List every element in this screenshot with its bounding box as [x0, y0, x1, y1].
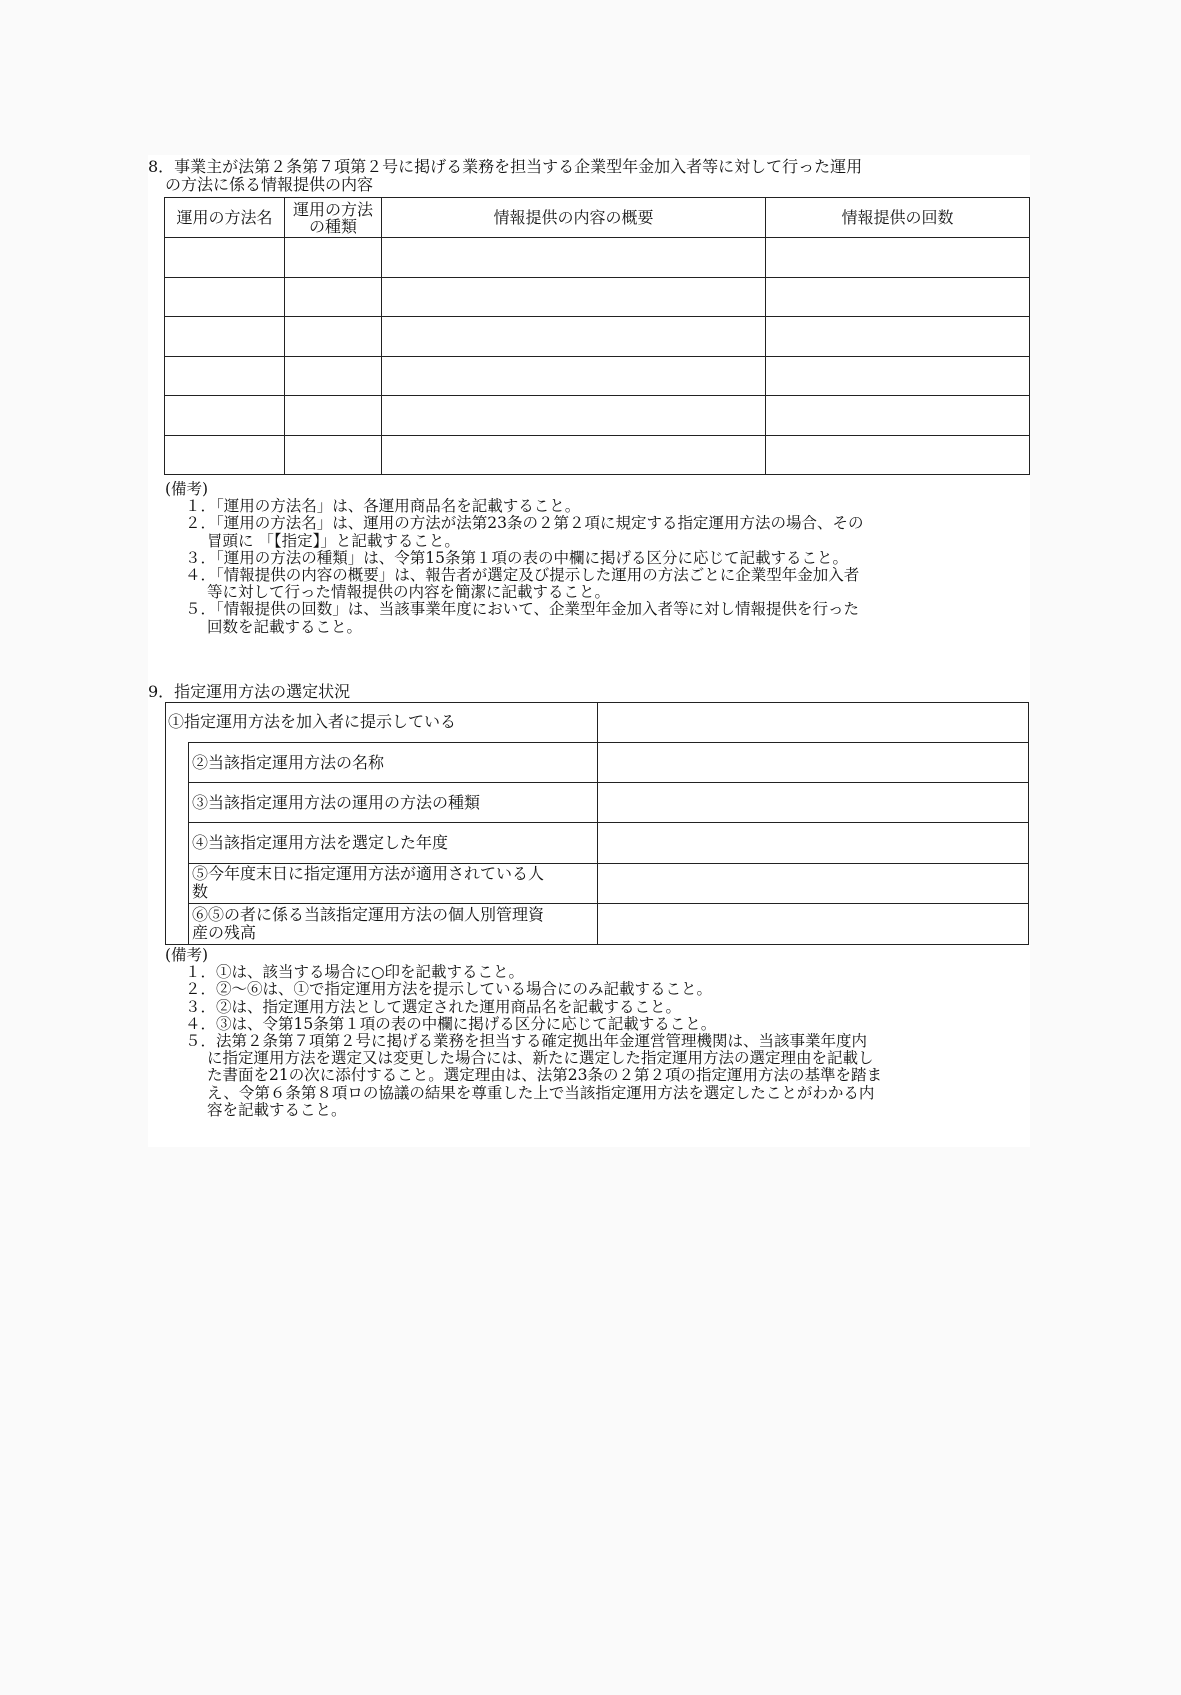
table-cell[interactable]	[285, 317, 382, 357]
info-provision-table	[164, 197, 1030, 475]
row-label-applied-count: ⑤今年度末日に指定運用方法が適用されている人	[192, 864, 545, 883]
table-cell[interactable]	[382, 238, 766, 278]
note-item: ５．「情報提供の回数」は、当該事業年度において、企業型年金加入者等に対し情報提供を行った	[185, 600, 859, 619]
header-summary: 情報提供の内容の概要	[382, 198, 766, 238]
section-8-title-line2: の方法に係る情報提供の内容	[165, 175, 374, 194]
header-method-type-line1: 運用の方法	[292, 199, 373, 219]
table-row	[165, 277, 1030, 317]
note-item: ４．「情報提供の内容の概要」は、報告者が選定及び提示した運用の方法ごとに企業型年金加入者	[185, 566, 860, 585]
row-label-method-name: ②当該指定運用方法の名称	[192, 753, 385, 772]
table-row	[165, 317, 1030, 357]
row-label-method-type: ③当該指定運用方法の運用の方法の種類	[192, 793, 481, 812]
note-item: ２．②～⑥は、①で指定運用方法を提示している場合にのみ記載すること。	[185, 980, 713, 999]
table-cell[interactable]	[165, 317, 285, 357]
table-cell[interactable]	[165, 435, 285, 475]
note-item: １．①は、該当する場合に○印を記載すること。	[185, 963, 525, 982]
header-count: 情報提供の回数	[766, 198, 1030, 238]
table-row	[165, 356, 1030, 396]
note-item-continuation: に指定運用方法を選定又は変更した場合には、新たに選定した指定運用方法の選定理由を記載し	[207, 1049, 874, 1068]
row-divider	[188, 822, 1029, 823]
notes-header: (備考)	[165, 946, 209, 964]
row-label-presented: ①指定運用方法を加入者に提示している	[168, 712, 457, 731]
table-cell[interactable]	[382, 277, 766, 317]
table-cell[interactable]	[165, 356, 285, 396]
note-item: ４．③は、令第15条第１項の表の中欄に掲げる区分に応じて記載すること。	[185, 1014, 717, 1033]
note-item-continuation: た書面を21の次に添付すること。選定理由は、法第23条の２第２項の指定運用方法の基準を踏ま	[207, 1066, 882, 1085]
row-divider	[188, 782, 1029, 783]
table-cell[interactable]	[766, 238, 1030, 278]
notes-header: (備考)	[165, 480, 209, 498]
row-label-selected-year: ④当該指定運用方法を選定した年度	[192, 833, 449, 852]
table-cell[interactable]	[766, 396, 1030, 436]
note-item-continuation: 容を記載すること。	[207, 1100, 347, 1119]
table-cell[interactable]	[766, 277, 1030, 317]
table-cell[interactable]	[285, 396, 382, 436]
table-cell[interactable]	[382, 396, 766, 436]
note-item-continuation: え、令第６条第８項ロの協議の結果を尊重した上で当該指定運用方法を選定したことがわかる内	[207, 1083, 875, 1102]
section-9-title: 9．指定運用方法の選定状況	[148, 682, 351, 701]
table-header-row	[165, 198, 1030, 238]
column-divider	[597, 702, 598, 945]
note-item-continuation: 冒頭に 「【指定】」と記載すること。	[207, 531, 460, 550]
table-cell[interactable]	[165, 396, 285, 436]
note-item: ３．②は、指定運用方法として選定された運用商品名を記載すること。	[185, 997, 682, 1016]
row-label-asset-balance: ⑥⑤の者に係る当該指定運用方法の個人別管理資	[192, 905, 545, 924]
note-item: ５．法第２条第７項第２号に掲げる業務を担当する確定拠出年金運営管理機関は、当該事業年度内	[185, 1032, 868, 1051]
table-cell[interactable]	[766, 435, 1030, 475]
row-divider	[188, 903, 1029, 904]
note-item: ３．「運用の方法の種類」は、令第15条第１項の表の中欄に掲げる区分に応じて記載すること。	[185, 548, 848, 567]
table-row	[165, 238, 1030, 278]
note-item: １．「運用の方法名」は、各運用商品名を記載すること。	[185, 497, 581, 516]
section-9-notes	[165, 947, 882, 1119]
default-method-table	[165, 702, 1029, 945]
note-item-continuation: 等に対して行った情報提供の内容を簡潔に記載すること。	[207, 583, 611, 602]
table-cell[interactable]	[382, 356, 766, 396]
table-cell[interactable]	[285, 277, 382, 317]
table-cell[interactable]	[766, 317, 1030, 357]
row-divider	[188, 742, 1029, 743]
table-row	[165, 435, 1030, 475]
table-cell[interactable]	[382, 435, 766, 475]
table-cell[interactable]	[766, 356, 1030, 396]
table-row	[165, 396, 1030, 436]
section-8-notes	[165, 481, 863, 636]
note-item-continuation: 回数を記載すること。	[207, 617, 363, 636]
note-item: ２．「運用の方法名」は、運用の方法が法第23条の２第２項に規定する指定運用方法の場合、その	[185, 514, 864, 533]
header-method-type	[285, 198, 382, 238]
table-cell[interactable]	[285, 435, 382, 475]
section-8-title-line1: 8．事業主が法第２条第７項第２号に掲げる業務を担当する企業型年金加入者等に対して行った運用	[148, 157, 863, 176]
table-cell[interactable]	[165, 277, 285, 317]
table-cell[interactable]	[285, 356, 382, 396]
row-label-applied-count-cont: 数	[192, 882, 209, 901]
header-method-type-line2: の種類	[308, 216, 357, 236]
sub-rows-left-border	[188, 742, 189, 945]
table-cell[interactable]	[382, 317, 766, 357]
table-cell[interactable]	[165, 238, 285, 278]
table-cell[interactable]	[285, 238, 382, 278]
header-method-name: 運用の方法名	[165, 198, 285, 238]
row-label-asset-balance-cont: 産の残高	[192, 923, 257, 942]
